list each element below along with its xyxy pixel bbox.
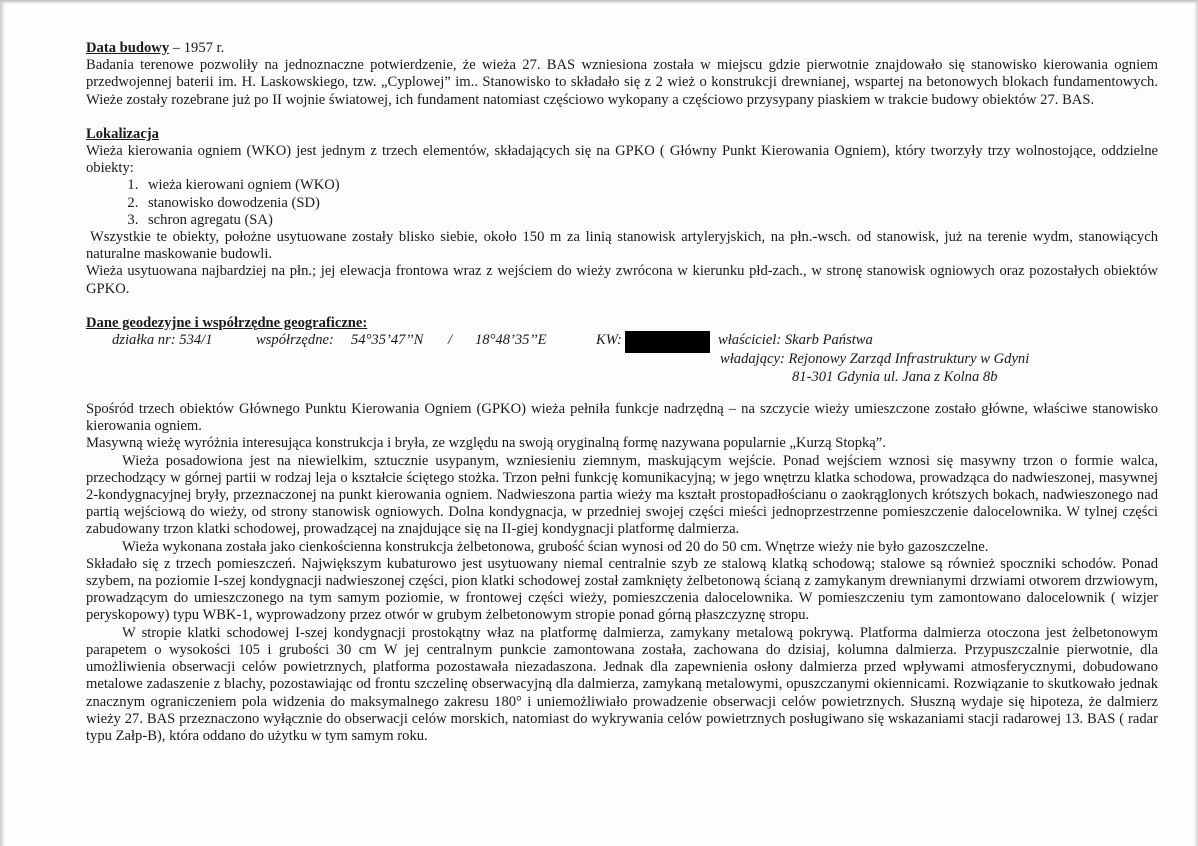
parcel-number: działka nr: 534/1 [112, 332, 213, 349]
coordinates-label: współrzędne: [256, 332, 334, 349]
longitude-value: 18°48’35’’E [475, 332, 547, 349]
geo-heading: Dane geodezyjne i współrzędne geograficzne: [86, 314, 368, 331]
build-date-heading: Data budowy [86, 40, 170, 56]
description-para-3: Wieża posadowiona jest na niewielkim, sztucznie usypanym, wzniesieniu ziemnym, maskującym wejście. Ponad wejściem wznosi się masywny trzon o formie walca, przechodzący w górnej partii w rodzaj leja o kształcie ściętego stożka. Trzon pełni funkcję komunikacyjną; w jego wnętrzu klatka schodowa, prowadząca do nadwieszonej, masywnej 2-kondygnacyjnej bryły, przeznaczonej na punkt kierowania ogniem. Nadwieszona partia wieży ma kształt prostopadłościanu o zaokrąglonych krótszych bokach, nadwieszonego nad partią wejściową do wieży, od strony stanowisk ogniowych. Dolna kondygnacja, w przedniej swojej części mieści jednoprzestrzenne pomieszczenie dalocelownika. W tylnej części zabudowany trzon klatki schodowej, prowadzącej na znajdujące się na II-giej kondygnacji platformę dalmierza. [86, 452, 1158, 538]
description-para-6: W stropie klatki schodowej I-szej kondygnacji prostokątny właz na platformę dalmierza, zamykany metalową pokrywą. Platforma dalmierza otoczona jest żelbetonowym parapetem o wysokości 105 i grubości 30 cm W jej centralnym punkcie zamontowana została, zachowana do dzisiaj, kolumna dalmierza. Przypuszczalnie pierwotnie, dla umożliwienia obserwacji celów powietrznych, platforma pozostawała niezadaszona. Jednak dla zapewnienia osłony dalmierza przed wpływami atmosferycznymi, dobudowano metalowe zadaszenie z blachy, pozostawiając od frontu szczelinę obserwacyjną dla dalmierza, zamykaną metalowymi, opuszczanymi okiennicami. Rozwiązanie to skutkowało jednak znacznym ograniczeniem pola widzenia do maksymalnego zakresu 180° i uniemożliwiało prowadzenie obserwacji celów powietrznych. Słuszną wydaje się hipoteza, że dalmierz wieży 27. BAS przeznaczono wyłącznie do obserwacji celów morskich, natomiast do wykrywania celów powietrznych posługiwano się wskazaniami stacji radarowej 13. BAS ( radar typu Załp-B), która oddano do użytku w tym samym roku. [86, 624, 1158, 744]
description-para-1: Spośród trzech obiektów Głównego Punktu Kierowania Ogniem (GPKO) wieża pełniła funkcje nadrzędną – na szczycie wieży umieszczone zostało główne, właściwe stanowisko kierowania ogniem. [86, 401, 1158, 435]
description-para-5: Składało się z trzech pomieszczeń. Największym kubaturowo jest usytuowany niemal centralnie szyb ze stalową klatką schodową; stalowe są również spoczniki schodów. Ponad szybem, na poziomie I-szej kondygnacji nadwieszonej części, pion klatki schodowej został zamknięty żelbetonową ścianą z zamykanym drewnianymi drzwiami otworem drzwiowym, prowadzącym do umieszczonego na tym samym poziomie, w frontowej części wieży, pomieszczenia dalocelownika. W pomieszczeniu tym zamontowano dalocelownik ( wizjer peryskopowy) typu WBK-1, wyprowadzony przez otwór w grubym żelbetonowym stropie ponad górną płaszczyznę stropu. [86, 555, 1158, 624]
geo-data-row [86, 332, 1158, 351]
list-item: 2. stanowisko dowodzenia (SD) [142, 195, 1158, 212]
address-row [86, 369, 1158, 387]
manager-row [86, 351, 1158, 369]
scan-edge-right [1194, 0, 1198, 846]
description-para-2: Masywną wieżę wyróżnia interesująca konstrukcja i bryła, ze względu na swoją oryginalną formę nazywana popularnie „Kurzą Stopką”. [86, 435, 886, 452]
scan-edge-left [0, 0, 5, 846]
description-para-4: Wieża wykonana została jako cienkościenna konstrukcja żelbetonowa, grubość ścian wynosi od 20 do 50 cm. Wnętrze wieży nie było gazoszczelne. [122, 538, 989, 555]
location-heading: Lokalizacja [86, 125, 159, 142]
gpko-elements-list [86, 177, 1158, 229]
build-date-value: – 1957 r. [169, 40, 225, 56]
owner-line: właściciel: Skarb Państwa [718, 332, 873, 349]
manager-line: władający: Rejonowy Zarząd Infrastruktury w Gdyni [720, 351, 1030, 368]
document-content [86, 40, 1158, 745]
scan-edge-top [0, 0, 1198, 4]
land-register-label: KW: [596, 332, 622, 349]
redaction-box [625, 331, 710, 353]
list-item: 3. schron agregatu (SA) [142, 212, 1158, 229]
location-para-1: Wszystkie te obiekty, położne usytuowane zostały blisko siebie, około 150 m za linią stanowisk artyleryjskich, na płn.-wsch. od stanowisk, już na terenie wydm, stanowiących naturalne maskowanie budowli. [86, 229, 1158, 263]
address-line: 81-301 Gdynia ul. Jana z Kolna 8b [792, 369, 998, 386]
build-date-line [86, 40, 1158, 57]
location-para-2: Wieża usytuowana najbardziej na płn.; jej elewacja frontowa wraz z wejściem do wieży zwrócona w kierunku płd-zach., w stronę stanowisk ogniowych oraz pozostałych obiektów GPKO. [86, 263, 1158, 297]
latitude-value: 54°35’47’’N [351, 332, 424, 349]
list-item: 1. wieża kierowani ogniem (WKO) [142, 177, 1158, 194]
build-date-body: Badania terenowe pozwoliły na jednoznaczne potwierdzenie, że wieża 27. BAS wzniesiona została w miejscu gdzie pierwotnie znajdowało się stanowisko kierowania ogniem przedwojennej baterii im. H. Laskowskiego, tzw. „Cyplowej” im.. Stanowisko to składało się z 2 wież o konstrukcji drewnianej, wspartej na betonowych blokach fundamentowych. Wieże zostały rozebrane już po II wojnie światowej, ich fundament natomiast częściowo wykopany a częściowo przysypany piaskiem w trakcie budowy obiektów 27. BAS. [86, 57, 1158, 108]
location-intro: Wieża kierowania ogniem (WKO) jest jednym z trzech elementów, składających się na GPKO ( Główny Punkt Kierowania Ogniem), który tworzyły trzy wolnostojące, oddzielne obiekty: [86, 143, 1158, 177]
coordinate-separator: / [448, 332, 453, 349]
